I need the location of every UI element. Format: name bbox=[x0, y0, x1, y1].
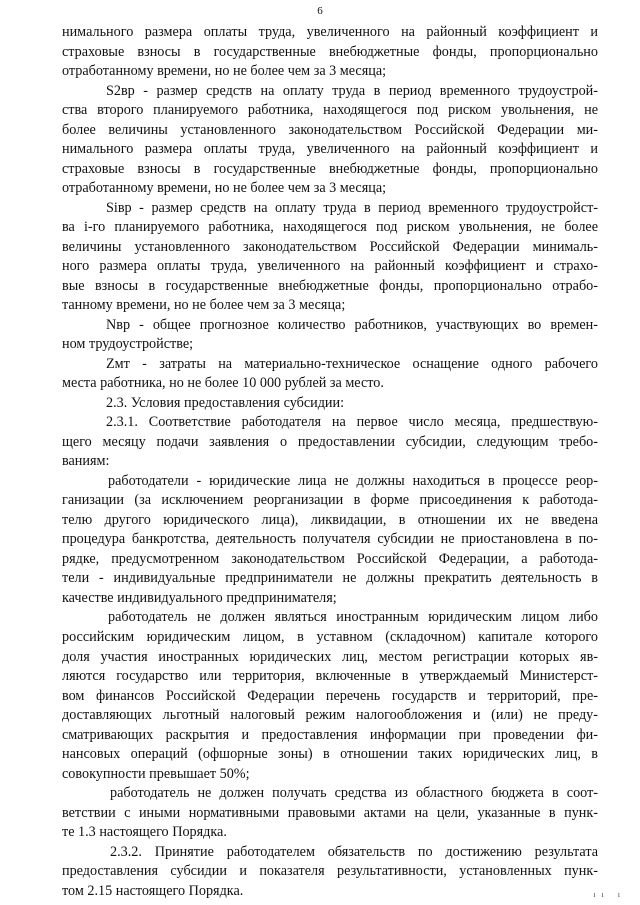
scan-corner-marks: ıı ı bbox=[593, 890, 626, 899]
text-line: 2.3. Условия предоставления субсидии: bbox=[106, 394, 345, 411]
page-number: 6 bbox=[317, 5, 323, 17]
text-line: сматривающих раскрытия и предоставления информации при проведении фи- bbox=[62, 726, 598, 743]
text-line: ваниям: bbox=[62, 453, 110, 470]
text-line: ства второго планируемого работника, находящегося под риском увольнения, не bbox=[62, 102, 598, 119]
text-line: Zмт - затраты на материально-техническое оснащение одного рабочего bbox=[106, 355, 598, 372]
text-line: процедура банкротства, деятельность получателя субсидии не приостановлена в по- bbox=[62, 531, 598, 548]
text-line: ганизации (за исключением реорганизации в форме присоединения к работода- bbox=[62, 492, 598, 509]
text-line: более величины установленного законодательством Российской Федерации ми- bbox=[62, 121, 598, 138]
text-line: страховые взносы в государственные внебюджетные фонды, пропорционально bbox=[62, 43, 598, 60]
text-line: телю другого юридического лица), ликвидации, в отношении их не введена bbox=[62, 511, 598, 528]
text-line: тели - индивидуальные предприниматели не должны прекратить деятельность в bbox=[62, 570, 598, 587]
text-line: работодатель не должен являться иностранным юридическим лицом либо bbox=[108, 609, 598, 626]
text-line: ного размера оплаты труда, увеличенного на районный коэффициент и страхо- bbox=[62, 258, 598, 275]
text-line: 2.3.2. Принятие работодателем обязательств по достижению результата bbox=[110, 843, 598, 860]
text-line: качестве индивидуального предпринимателя; bbox=[62, 589, 337, 606]
text-line: российским юридическим лицом, в уставном (складочном) капитале которого bbox=[62, 628, 598, 645]
text-line: ва i-го планируемого работника, находящегося под риском увольнения, не более bbox=[62, 219, 598, 236]
text-line: 2.3.1. Соответствие работодателя на первое число месяца, предшествую- bbox=[106, 414, 598, 431]
document-body bbox=[62, 23, 598, 901]
text-line: вые взносы в государственные внебюджетные фонды, пропорционально отрабо- bbox=[62, 277, 598, 294]
text-line: величины установленного законодательством Российской Федерации минималь- bbox=[62, 238, 598, 255]
text-line: танному времени, но не более чем за 3 месяца; bbox=[62, 297, 346, 314]
text-line: нимального размера оплаты труда, увеличенного на районный коэффициент и bbox=[62, 141, 598, 158]
text-line: Nвр - общее прогнозное количество работников, участвующих во времен- bbox=[106, 316, 598, 333]
text-line: отработанному времени, но не более чем за 3 месяца; bbox=[62, 180, 387, 197]
text-line: нимального размера оплаты труда, увеличенного на районный коэффициент и bbox=[62, 24, 598, 40]
text-line: ляются государство или территория, включенные в утверждаемый Министерст- bbox=[62, 668, 598, 685]
text-line: предоставления субсидии и показателя результативности, установленных пунк- bbox=[62, 863, 598, 880]
text-line: ветствии с иными нормативными правовыми актами на цели, указанные в пунк- bbox=[62, 804, 598, 821]
text-line: вом финансов Российской Федерации перечень государств и территорий, пре- bbox=[62, 687, 598, 704]
text-line: страховые взносы в государственные внебюджетные фонды, пропорционально bbox=[62, 160, 598, 177]
text-line: доля участия иностранных юридических лиц, местом регистрации которых яв- bbox=[62, 648, 598, 665]
text-line: ном трудоустройстве; bbox=[62, 336, 194, 353]
text-line: Siвр - размер средств на оплату труда в период временного трудоустройст- bbox=[106, 199, 598, 216]
text-line: те 1.3 настоящего Порядка. bbox=[62, 824, 227, 841]
text-line: том 2.15 настоящего Порядка. bbox=[62, 882, 244, 899]
text-line: S2вр - размер средств на оплату труда в период временного трудоустрой- bbox=[106, 82, 598, 99]
text-line: рядке, предусмотренном законодательством Российской Федерации, а работода- bbox=[62, 550, 598, 567]
text-line: нансовых операций (офшорные зоны) в отношении таких юридических лиц, в bbox=[62, 746, 598, 763]
text-line: работодатель не должен получать средства из областного бюджета в соот- bbox=[110, 785, 598, 802]
text-line: работодатели - юридические лица не должны находиться в процессе реор- bbox=[108, 472, 598, 489]
text-line: совокупности превышает 50%; bbox=[62, 765, 250, 782]
text-line: места работника, но не более 10 000 рублей за место. bbox=[62, 375, 384, 392]
text-line: отработанному времени, но не более чем за 3 месяца; bbox=[62, 63, 387, 80]
text-line: доставляющих льготный налоговый режим налогообложения и (или) не преду- bbox=[62, 707, 598, 724]
text-line: щего месяцу подачи заявления о предоставлении субсидии, следующим требо- bbox=[62, 433, 598, 450]
